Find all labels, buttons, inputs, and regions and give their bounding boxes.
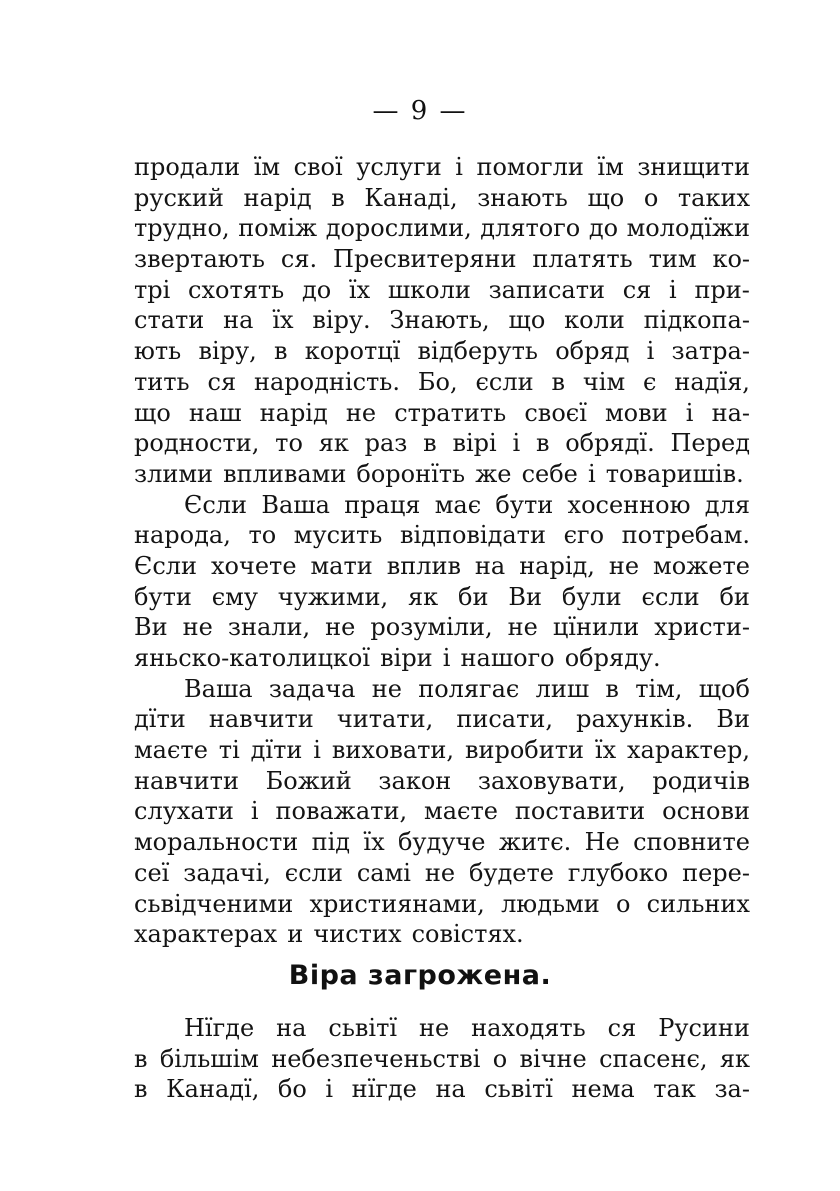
- page-number: — 9 —: [372, 96, 468, 126]
- text-line: сьвідченими християнами, людьми о сильних: [134, 889, 750, 918]
- section-heading: Віра загрожена.: [288, 960, 552, 991]
- text-line: характерах и чистих совістях.: [134, 920, 524, 949]
- text-line: Нїгде на сьвітї не находять ся Русини: [184, 1014, 750, 1042]
- text-line: в Канадї, бо і нїгде на сьвітї нема так за-: [134, 1075, 750, 1104]
- text-line: злими впливами боронїть же себе і товаришів.: [134, 459, 744, 488]
- text-line: слухати і поважати, маєте поставити основи: [134, 797, 750, 826]
- text-line: ють віру, в коротцї відберуть обряд і затра-: [134, 337, 750, 366]
- text-line: тить ся народність. Бо, єсли в чім є надїя,: [134, 367, 750, 396]
- body-text-section-1: [134, 152, 750, 950]
- body-text-section-2: [134, 1013, 750, 1105]
- text-line: маєте ті дїти і виховати, виробити їх характер,: [134, 736, 750, 765]
- text-line: що наш нарід не стратить своєї мови і на-: [134, 398, 750, 427]
- text-line: родности, то як раз в вірі і в обрядї. Перед: [134, 429, 750, 458]
- text-line: руский нарід в Канаді, знають що о таких: [134, 183, 750, 212]
- text-line: дїти навчити читати, писати, рахунків. Ви: [134, 705, 750, 734]
- text-line: моральности під їх будуче житє. Не сповните: [134, 828, 750, 857]
- text-line: в більшім небезпеченьстві о вічне спасенє, як: [134, 1044, 750, 1073]
- text-line: звертають ся. Пресвитеряни платять тим ко-: [134, 245, 750, 274]
- text-line: трудно, поміж дорослими, длятого до молодїжи: [134, 214, 750, 243]
- text-line: народа, то мусить відповідати єго потребам.: [134, 521, 750, 550]
- text-line: сеї задачі, єсли самі не будете глубоко пере-: [134, 858, 750, 887]
- text-line: Ви не знали, не розуміли, не цїнили христи-: [134, 613, 750, 642]
- text-line: Ваша задача не полягає лиш в тім, щоб: [184, 674, 750, 703]
- text-line: трі схотять до їх школи записати ся і при-: [134, 275, 750, 304]
- text-line: Єсли хочете мати вплив на нарід, не можете: [134, 551, 750, 580]
- text-line: продали їм свої услуги і помогли їм знищити: [134, 153, 750, 181]
- text-line: бути єму чужими, як би Ви були єсли би: [134, 582, 750, 611]
- text-line: Єсли Ваша праця має бути хосенною для: [184, 490, 750, 519]
- text-line: стати на їх віру. Знають, що коли підкопа-: [134, 306, 750, 335]
- text-line: навчити Божий закон заховувати, родичів: [134, 766, 750, 795]
- text-line: яньско-католицкої віри і нашого обряду.: [134, 644, 661, 672]
